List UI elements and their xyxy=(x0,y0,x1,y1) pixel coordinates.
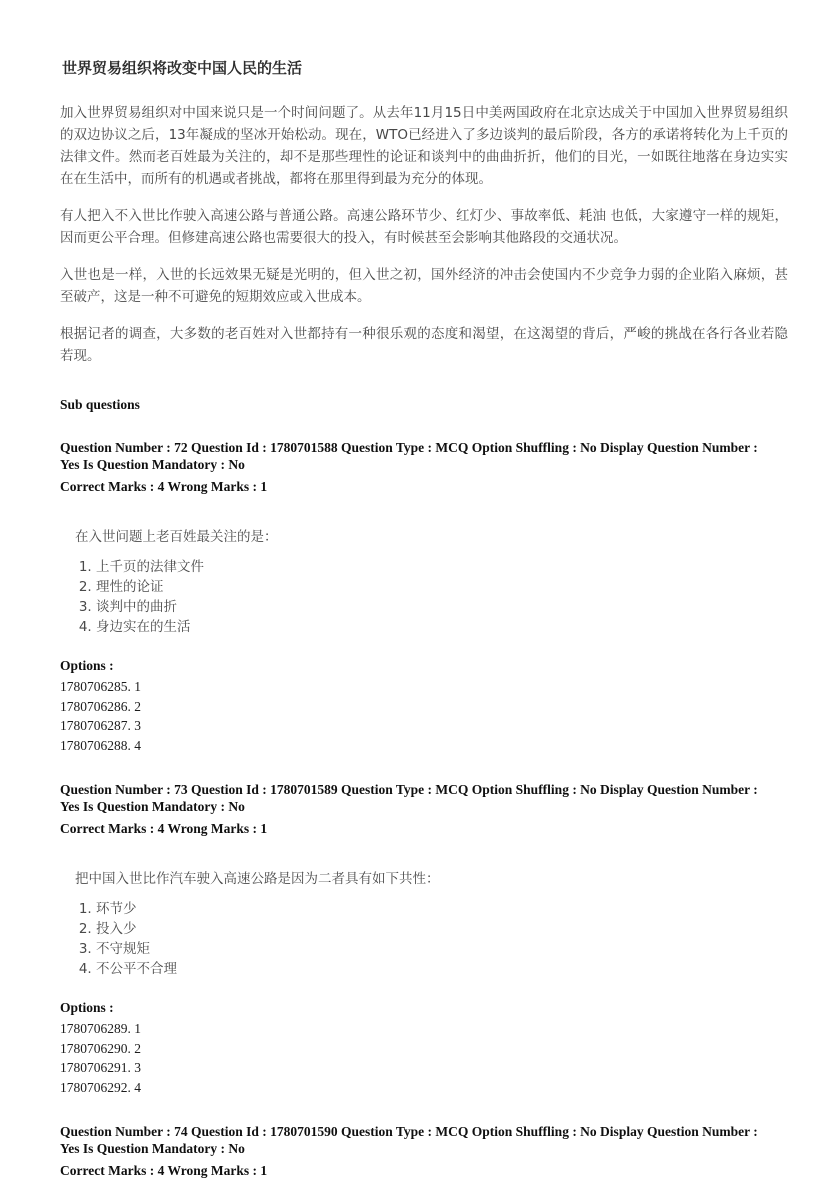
passage-paragraph-4: 根据记者的调查，大多数的老百姓对入世都持有一种很乐观的态度和渴望，在这渴望的背后，严峻的挑战在各行各业若隐若现。 xyxy=(60,326,788,364)
passage xyxy=(60,57,788,367)
option-id-list xyxy=(60,677,788,755)
option-id-row: 1780706292. 4 xyxy=(60,1079,141,1095)
question-block-72 xyxy=(60,439,788,755)
choice-item: 3. 不守规矩 xyxy=(96,942,788,956)
option-id-row: 1780706286. 2 xyxy=(60,698,141,714)
passage-paragraph-3: 入世也是一样，入世的长远效果无疑是光明的，但入世之初，国外经济的冲击会使国内不少竞争力弱的企业陷入麻烦，甚至破产，这是一种不可避免的短期效应或入世成本。 xyxy=(60,267,788,305)
choice-item: 3. 谈判中的曲折 xyxy=(96,600,788,614)
choice-list xyxy=(60,560,788,634)
choice-item: 1. 环节少 xyxy=(96,902,788,916)
option-id-row: 1780706288. 4 xyxy=(60,737,141,753)
option-id-row: 1780706287. 3 xyxy=(60,718,141,733)
question-block-74 xyxy=(60,1123,788,1179)
options-label: Options : xyxy=(60,658,114,673)
option-id-row: 1780706291. 3 xyxy=(60,1060,141,1075)
question-meta: Question Number : 72 Question Id : 1780701588 Question Type : MCQ Option Shuffling : No Display Question Number : Yes Is Question Mandatory : No xyxy=(60,440,758,472)
choice-item: 2. 投入少 xyxy=(96,922,788,936)
option-id-row: 1780706285. 1 xyxy=(60,679,141,694)
question-marks: Correct Marks : 4 Wrong Marks : 1 xyxy=(60,821,268,836)
passage-paragraph-2: 有人把入不入世比作驶入高速公路与普通公路。高速公路环节少、红灯少、事故率低、耗油 也低，大家遵守一样的规矩，因而更公平合理。但修建高速公路也需要很大的投入，有时候甚至会影响其他路段的交通状况。 xyxy=(60,208,788,246)
options-label: Options : xyxy=(60,1000,114,1015)
question-block-73 xyxy=(60,781,788,1097)
choice-item: 4. 不公平不合理 xyxy=(96,962,788,976)
choice-list xyxy=(60,902,788,976)
passage-paragraph-1: 加入世界贸易组织对中国来说只是一个时间问题了。从去年11月15日中美两国政府在北京达成关于中国加入世界贸易组织的双边协议之后，13年凝成的坚冰开始松动。现在，WTO已经进入了多边谈判的最后阶段，各方的承诺将转化为上千页的法律文件。然而老百姓最为关注的，却不是那些理性的论证和谈判中的曲曲折折，他们的目光，一如既往地落在身边实实在在生活中，而所有的机遇或者挑战，都将在那里得到最为充分的体现。 xyxy=(60,105,788,187)
question-meta: Question Number : 73 Question Id : 1780701589 Question Type : MCQ Option Shuffling : No Display Question Number : Yes Is Question Mandatory : No xyxy=(60,782,758,814)
question-text: 把中国入世比作汽车驶入高速公路是因为二者具有如下共性： xyxy=(75,871,440,887)
question-meta: Question Number : 74 Question Id : 1780701590 Question Type : MCQ Option Shuffling : No Display Question Number : Yes Is Question Mandatory : No xyxy=(60,1124,758,1156)
option-id-row: 1780706289. 1 xyxy=(60,1021,141,1036)
sub-questions-heading: Sub questions xyxy=(60,397,140,412)
option-id-list xyxy=(60,1019,788,1097)
question-text: 在入世问题上老百姓最关注的是： xyxy=(75,529,278,545)
choice-item: 2. 理性的论证 xyxy=(96,580,788,594)
passage-title: 世界贸易组织将改变中国人民的生活 xyxy=(62,59,303,77)
question-marks: Correct Marks : 4 Wrong Marks : 1 xyxy=(60,1163,268,1178)
question-marks: Correct Marks : 4 Wrong Marks : 1 xyxy=(60,479,268,494)
choice-item: 1. 上千页的法律文件 xyxy=(96,560,788,574)
option-id-row: 1780706290. 2 xyxy=(60,1040,141,1056)
choice-item: 4. 身边实在的生活 xyxy=(96,620,788,634)
